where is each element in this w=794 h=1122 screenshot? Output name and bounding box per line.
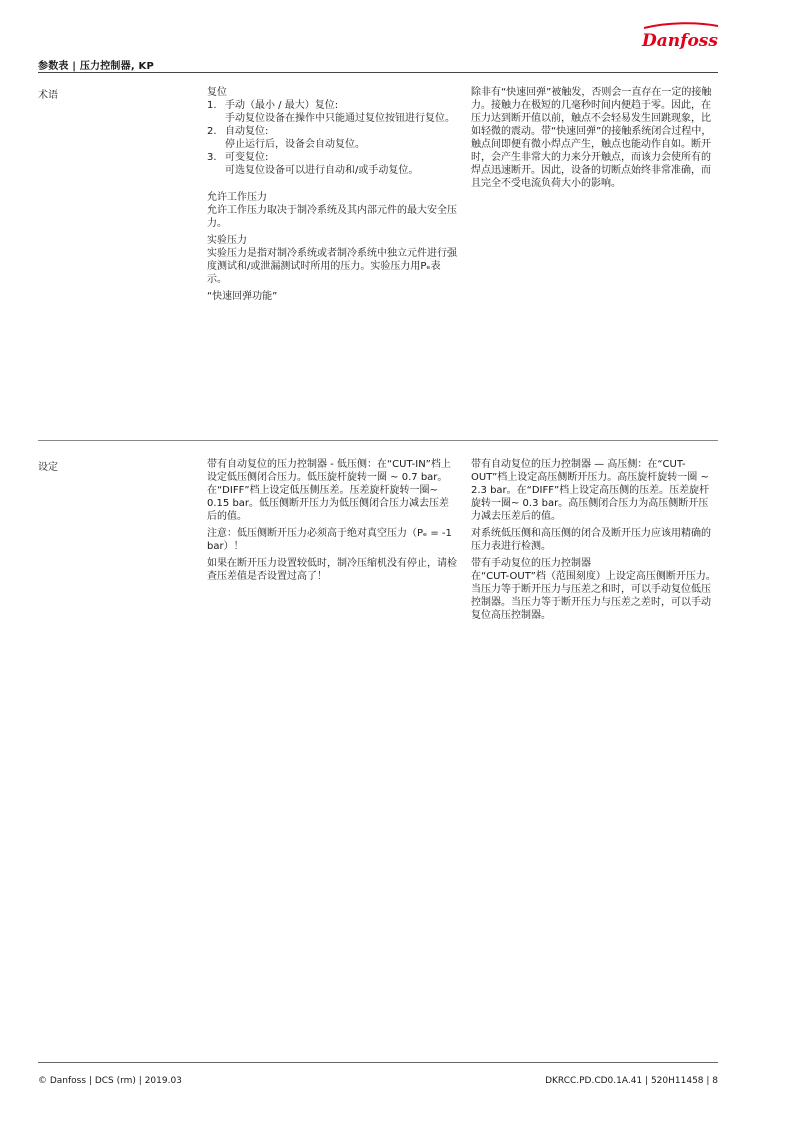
list-number: 2. — [207, 126, 217, 137]
list-item — [207, 151, 457, 164]
settings-column-1 — [207, 458, 457, 587]
low-pressure-warning: 如果在断开压力设置较低时，制冷压缩机没有停止，请检查压差值是否设置过高了！ — [207, 558, 457, 582]
danfoss-logo — [638, 22, 722, 54]
manual-reset-title: 带有手动复位的压力控制器 — [471, 558, 591, 569]
snap-action-body: 除非有“快速回弹”被触发，否则会一直存在一定的接触力。接触力在极短的几毫秒时间内便趋于零。因此，在压力达到断开值以前，触点不会轻易发生回跳现象，比如轻微的震动。带“快速回弹”的接触系统闭合过程中，触点间即便有微小焊点产生，触点也能动作自如。断开时，会产生非常大的力来分开触点，而该力会使所有的焊点迅速断开。因此，设备的切断点始终非常准确，而且完全不受电流负荷大小的影响。 — [471, 87, 712, 189]
snap-action-title: “快速回弹功能” — [207, 291, 278, 302]
page-title: 参数表 | 压力控制器, KP — [38, 61, 154, 72]
footer-copyright: © Danfoss | DCS (rm) | 2019.03 — [38, 1076, 182, 1086]
list-body: 可选复位设备可以进行自动和/或手动复位。 — [225, 165, 419, 176]
allowed-pressure-body: 允许工作压力取决于制冷系统及其内部元件的最大安全压力。 — [207, 205, 457, 229]
section-label-settings: 设定 — [38, 462, 58, 473]
manual-reset-body: 在“CUT-OUT”档（范围刻度）上设定高压侧断开压力。当压力等于断开压力与压差之和时，可以手动复位低压控制器。当压力等于断开压力与压差之差时，可以手动复位高压控制器。 — [471, 571, 716, 621]
low-pressure-setting: 带有自动复位的压力控制器 - 低压侧：在“CUT-IN”档上设定低压侧闭合压力。低压旋杆旋转一圈 ~ 0.7 bar。在“DIFF”档上设定低压侧压差。压差旋杆旋转一圈~ 0.15 bar。低压侧断开压力为低压侧闭合压力减去压差后的值。 — [207, 459, 451, 522]
reset-title: 复位 — [207, 87, 227, 98]
list-item — [207, 125, 457, 138]
allowed-pressure-title: 允许工作压力 — [207, 192, 267, 203]
section-divider — [38, 440, 718, 441]
footer-doc-ref: DKRCC.PD.CD0.1A.41 | 520H11458 | 8 — [545, 1076, 718, 1086]
logo-text: Danfoss — [642, 31, 718, 51]
list-number: 1. — [207, 100, 217, 111]
reset-list — [207, 99, 457, 177]
footer-divider — [38, 1062, 718, 1063]
low-pressure-note: 注意：低压侧断开压力必须高于绝对真空压力（Pₑ = -1 bar）！ — [207, 528, 452, 552]
terms-column-1 — [207, 86, 457, 307]
settings-column-2 — [471, 458, 718, 626]
list-body: 手动复位设备在操作中只能通过复位按钮进行复位。 — [225, 113, 455, 124]
list-head: 自动复位: — [225, 126, 269, 137]
terms-column-2 — [471, 86, 718, 194]
list-number: 3. — [207, 152, 217, 163]
test-pressure-body: 实验压力是指对制冷系统或者制冷系统中独立元件进行强度测试和/或泄漏测试时所用的压力。实验压力用Pₑ表示。 — [207, 248, 457, 285]
list-head: 可变复位: — [225, 152, 269, 163]
list-head: 手动（最小 / 最大）复位: — [225, 100, 339, 111]
list-body: 停止运行后，设备会自动复位。 — [225, 139, 365, 150]
high-pressure-setting: 带有自动复位的压力控制器 — 高压侧：在“CUT-OUT”档上设定高压侧断开压力。高压旋杆旋转一圈 ~ 2.3 bar。在“DIFF”档上设定高压侧的压差。压差旋杆旋转一圈~ 0.3 bar。高压侧闭合压力为高压侧断开压力减去压差后的值。 — [471, 459, 710, 522]
header-divider — [38, 72, 718, 73]
list-item — [207, 99, 457, 112]
gauge-check-note: 对系统低压侧和高压侧的闭合及断开压力应该用精确的压力表进行检测。 — [471, 528, 711, 552]
test-pressure-title: 实验压力 — [207, 235, 247, 246]
section-label-terms: 术语 — [38, 90, 58, 101]
